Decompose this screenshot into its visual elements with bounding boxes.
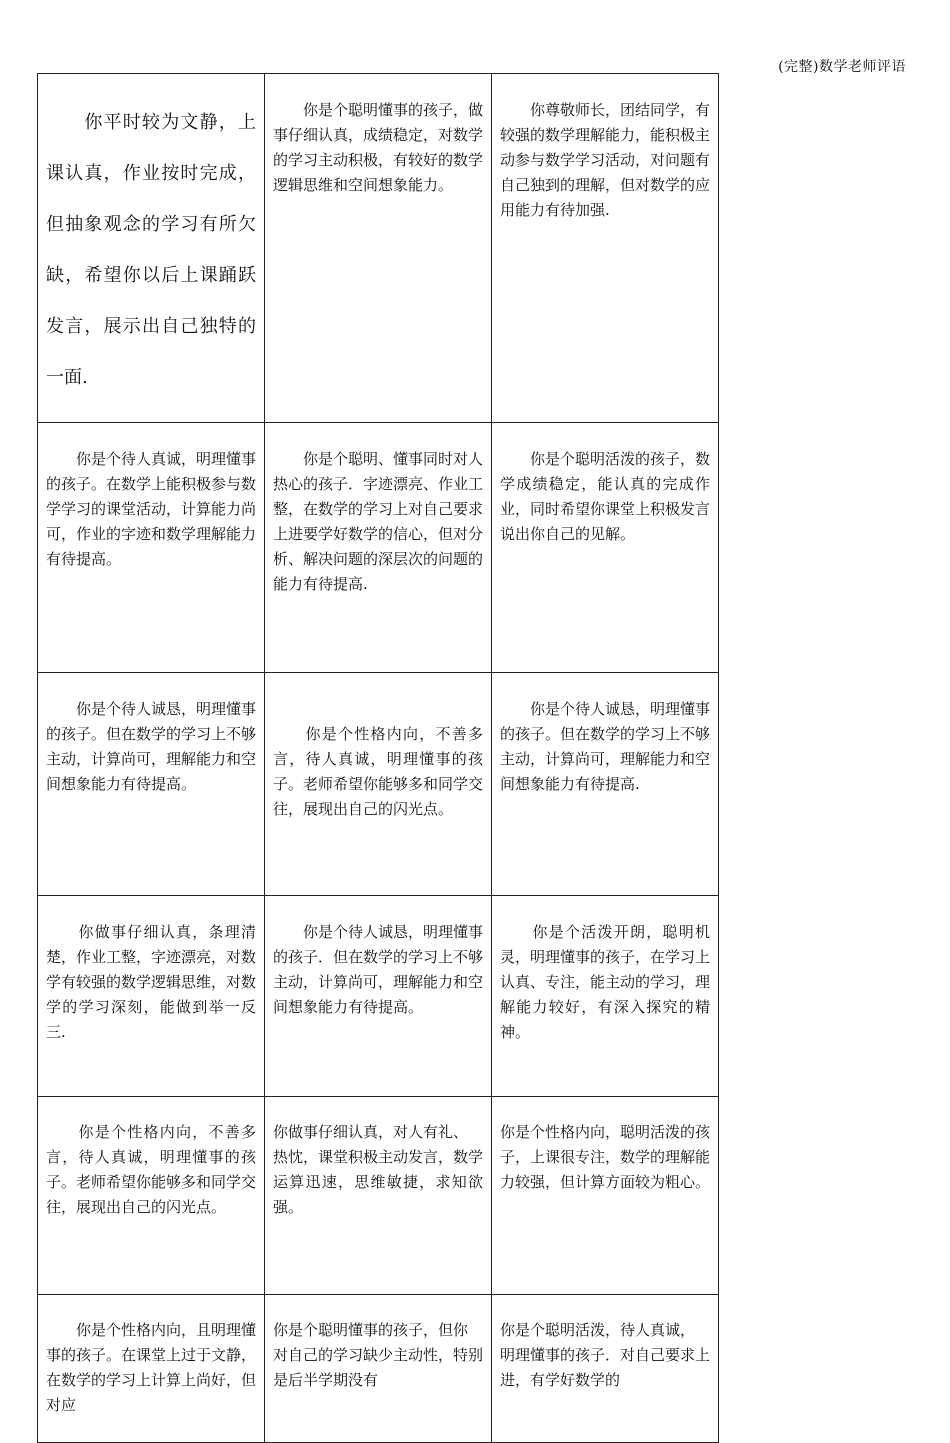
comment-cell [265, 1295, 492, 1443]
comment-text: 你是个待人诚恳，明理懂事的孩子。但在数学的学习上不够主动，计算尚可，理解能力和空间想象能力有待提高。 [46, 700, 257, 793]
comment-cell [492, 673, 719, 896]
comment-cell [492, 1097, 719, 1295]
comment-text: 你是个性格内向，不善多言，待人真诚，明理懂事的孩子。老师希望你能够多和同学交往，展现出自己的闪光点。 [273, 725, 484, 818]
comment-cell [492, 1295, 719, 1443]
comment-text: 你是个待人真诚，明理懂事的孩子。在数学上能积极参与数学学习的课堂活动，计算能力尚可，作业的字迹和数学理解能力有待提高。 [46, 450, 257, 568]
table-row [38, 896, 719, 1097]
table-row [38, 423, 719, 673]
comment-text: 你尊敬师长，团结同学，有较强的数学理解能力，能积极主动参与数学学习活动，对问题有自己独到的理解，但对数学的应用能力有待加强. [500, 101, 711, 219]
comment-text: 你是个聪明懂事的孩子，做事仔细认真，成绩稳定，对数学的学习主动积极，有较好的数学逻辑思维和空间想象能力。 [273, 101, 484, 194]
comments-table [37, 73, 719, 1443]
comment-cell [38, 423, 265, 673]
comment-cell [265, 74, 492, 423]
comment-text: 你是个聪明活泼的孩子，数学成绩稳定，能认真的完成作业，同时希望你课堂上积极发言说出你自己的见解。 [500, 450, 711, 543]
comment-text: 你是个性格内向，聪明活泼的孩子，上课很专注，数学的理解能力较强，但计算方面较为粗心。 [500, 1123, 711, 1191]
comment-text: 你平时较为文静，上课认真，作业按时完成，但抽象观念的学习有所欠缺，希望你以后上课踊跃发言，展示出自己独特的一面. [46, 112, 256, 388]
comment-text: 你是个聪明懂事的孩子，但你 对自己的学习缺少主动性，特别是后半学期没有 [273, 1321, 484, 1389]
comment-text: 你是个性格内向，且明理懂事的孩子。在课堂上过于文静，在数学的学习上计算上尚好，但对应 [46, 1321, 257, 1414]
table-row [38, 74, 719, 423]
comment-cell [38, 74, 265, 423]
table-row [38, 1295, 719, 1443]
table-row [38, 1097, 719, 1295]
comment-cell [492, 74, 719, 423]
comment-text: 你是个聪明、懂事同时对人热心的孩子．字迹漂亮、作业工整，在数学的学习上对自己要求上进要学好数学的信心，但对分析、解决问题的深层次的问题的能力有待提高. [273, 450, 484, 593]
comment-cell [265, 423, 492, 673]
comment-cell [38, 673, 265, 896]
page-header: (完整)数学老师评语 [778, 59, 906, 75]
comment-text: 你是个性格内向，不善多言，待人真诚，明理懂事的孩子。老师希望你能够多和同学交往，展现出自己的闪光点。 [46, 1123, 257, 1216]
table-row [38, 673, 719, 896]
comment-cell [492, 423, 719, 673]
comment-cell [38, 1097, 265, 1295]
comment-text: 你是个待人诚恳，明理懂事的孩子．但在数学的学习上不够主动，计算尚可，理解能力和空间想象能力有待提高。 [273, 923, 484, 1016]
comment-cell [265, 896, 492, 1097]
comment-cell [38, 896, 265, 1097]
comment-cell [265, 1097, 492, 1295]
comment-cell [492, 896, 719, 1097]
comment-text: 你做事仔细认真，条理清楚，作业工整，字迹漂亮，对数学有较强的数学逻辑思维，对数学的学习深刻，能做到举一反三. [46, 923, 257, 1041]
comment-cell [265, 673, 492, 896]
comment-text: 你是个活泼开朗，聪明机灵，明理懂事的孩子，在学习上认真、专注，能主动的学习，理解能力较好，有深入探究的精神。 [500, 923, 711, 1041]
comment-text: 你做事仔细认真，对人有礼、 热忱，课堂积极主动发言，数学运算迅速，思维敏捷，求知欲强。 [273, 1123, 484, 1216]
comment-text: 你是个待人诚恳，明理懂事的孩子。但在数学的学习上不够主动，计算尚可，理解能力和空间想象能力有待提高. [500, 700, 711, 793]
comment-text: 你是个聪明活泼，待人真诚， 明理懂事的孩子．对自己要求上进，有学好数学的 [500, 1321, 711, 1389]
comment-cell [38, 1295, 265, 1443]
